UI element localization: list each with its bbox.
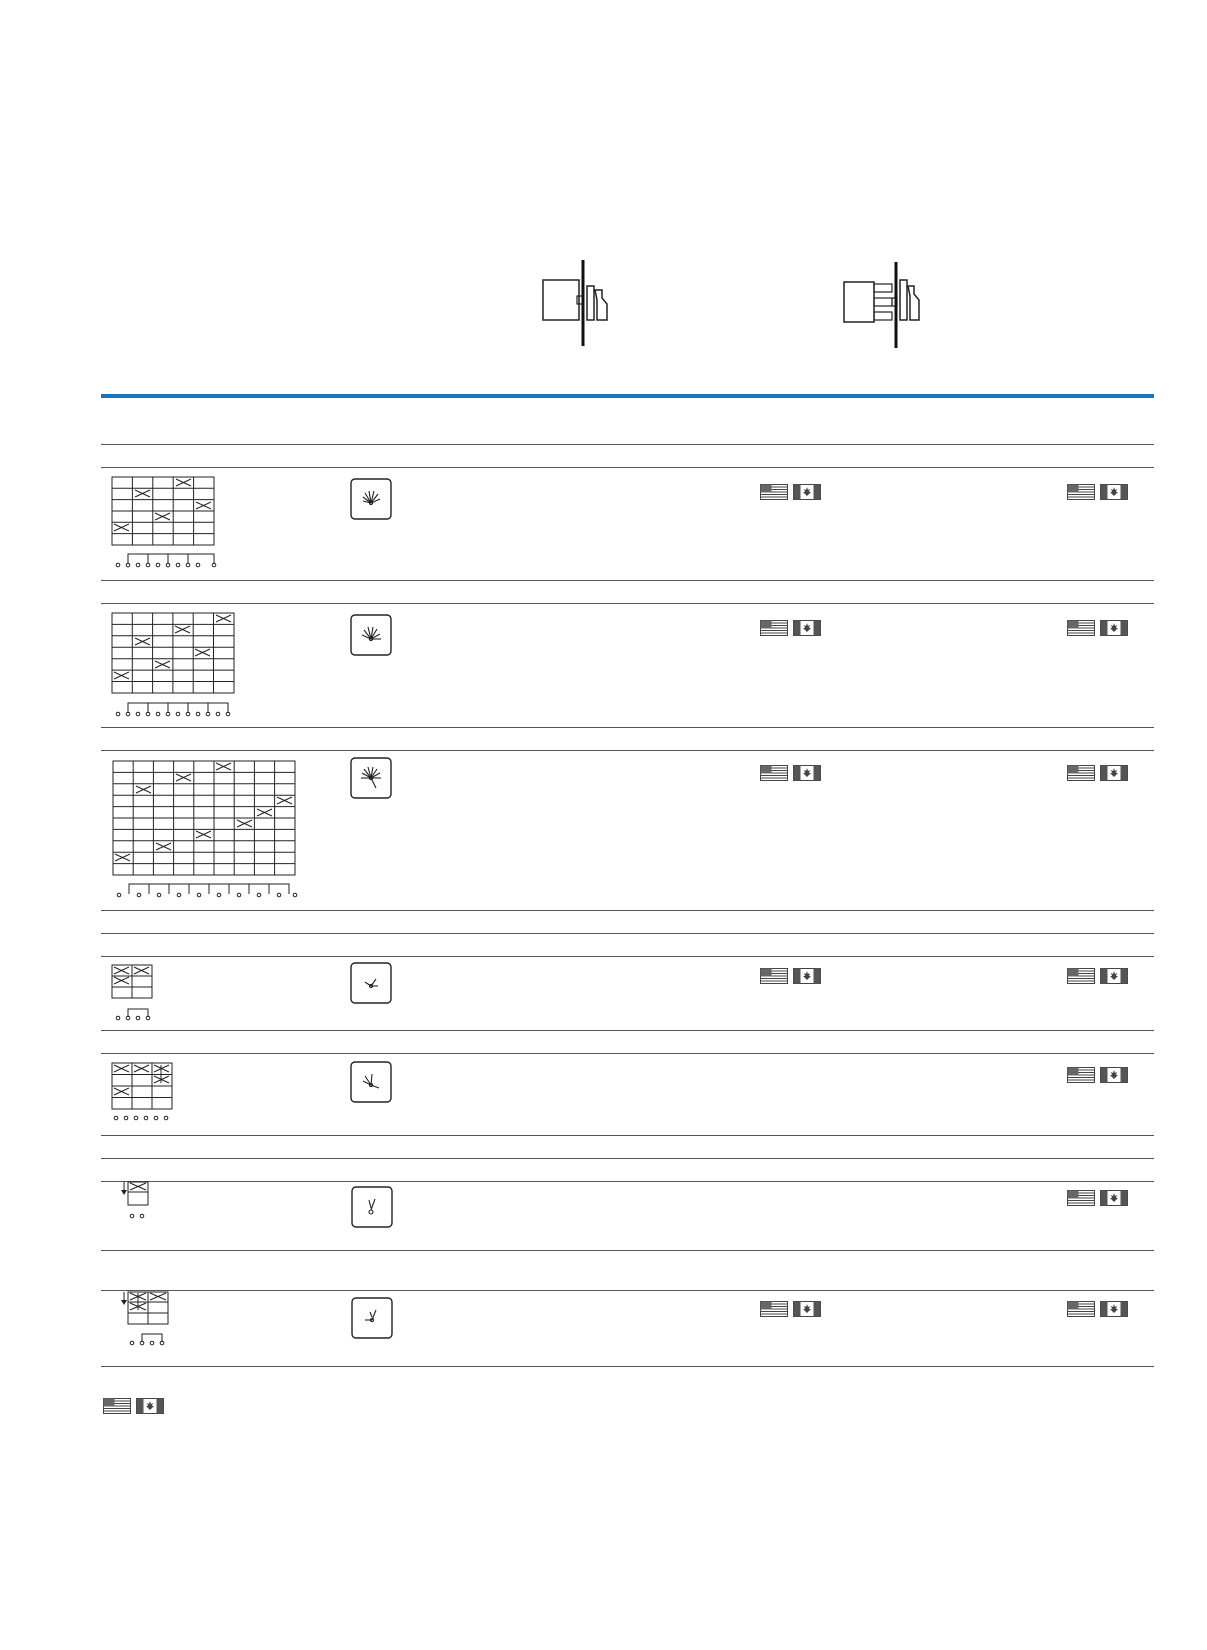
divider xyxy=(101,1158,1154,1159)
canada-flag-icon xyxy=(793,1301,821,1317)
contact-diagram xyxy=(111,612,241,718)
rotary-switch-2pos-icon xyxy=(350,962,392,1004)
us-canada-flags-icon xyxy=(760,1301,824,1317)
us-flag-icon xyxy=(1067,484,1095,500)
us-flag-icon xyxy=(760,968,788,984)
canada-flag-icon xyxy=(1100,1190,1128,1206)
us-canada-flags-icon xyxy=(760,765,824,781)
divider xyxy=(101,910,1154,911)
canada-flag-icon xyxy=(1100,620,1128,636)
divider xyxy=(101,933,1154,934)
divider xyxy=(101,444,1154,445)
divider xyxy=(101,1135,1154,1136)
rotary-switch-2pos-spring-icon xyxy=(351,1297,393,1339)
divider xyxy=(101,1366,1154,1367)
divider xyxy=(101,1030,1154,1031)
rotary-switch-9pos-icon xyxy=(350,757,392,799)
divider xyxy=(101,1181,1154,1182)
us-canada-flags-icon xyxy=(1067,1190,1131,1206)
canada-flag-icon xyxy=(1100,1301,1128,1317)
canada-flag-icon xyxy=(793,765,821,781)
contact-diagram xyxy=(118,1290,178,1348)
us-canada-flags-icon xyxy=(103,1398,167,1414)
us-flag-icon xyxy=(760,620,788,636)
divider xyxy=(101,727,1154,728)
us-flag-icon xyxy=(760,765,788,781)
table-top-rule xyxy=(101,394,1154,398)
contact-diagram xyxy=(118,1180,158,1224)
us-canada-flags-icon xyxy=(1067,1301,1131,1317)
us-flag-icon xyxy=(1067,765,1095,781)
us-flag-icon xyxy=(760,1301,788,1317)
us-flag-icon xyxy=(1067,1301,1095,1317)
us-flag-icon xyxy=(1067,1067,1095,1083)
canada-flag-icon xyxy=(1100,1067,1128,1083)
us-flag-icon xyxy=(1067,620,1095,636)
canada-flag-icon xyxy=(1100,968,1128,984)
us-canada-flags-icon xyxy=(760,968,824,984)
canada-flag-icon xyxy=(1100,484,1128,500)
divider xyxy=(101,1053,1154,1054)
contact-diagram xyxy=(111,964,161,1024)
divider xyxy=(101,467,1154,468)
single-hole-mount-icon xyxy=(538,260,618,348)
contact-diagram xyxy=(112,760,302,900)
us-canada-flags-icon xyxy=(1067,620,1131,636)
multi-hole-mount-icon xyxy=(842,262,932,350)
rotary-switch-1pos-spring-icon xyxy=(351,1186,393,1228)
us-canada-flags-icon xyxy=(760,484,824,500)
rotary-switch-6pos-icon xyxy=(350,614,392,656)
us-flag-icon xyxy=(1067,1190,1095,1206)
canada-flag-icon xyxy=(1100,765,1128,781)
us-flag-icon xyxy=(103,1398,131,1414)
us-flag-icon xyxy=(1067,968,1095,984)
divider xyxy=(101,1250,1154,1251)
us-canada-flags-icon xyxy=(760,620,824,636)
canada-flag-icon xyxy=(793,484,821,500)
divider xyxy=(101,1290,1154,1291)
us-canada-flags-icon xyxy=(1067,968,1131,984)
rotary-switch-3pos-icon xyxy=(350,1061,392,1103)
us-flag-icon xyxy=(760,484,788,500)
canada-flag-icon xyxy=(793,620,821,636)
us-canada-flags-icon xyxy=(1067,484,1131,500)
canada-flag-icon xyxy=(793,968,821,984)
contact-diagram xyxy=(111,1062,177,1124)
canada-flag-icon xyxy=(136,1398,164,1414)
divider xyxy=(101,750,1154,751)
divider xyxy=(101,956,1154,957)
divider xyxy=(101,603,1154,604)
contact-diagram xyxy=(111,476,221,568)
us-canada-flags-icon xyxy=(1067,1067,1131,1083)
rotary-switch-6pos-icon xyxy=(350,478,392,520)
divider xyxy=(101,580,1154,581)
us-canada-flags-icon xyxy=(1067,765,1131,781)
